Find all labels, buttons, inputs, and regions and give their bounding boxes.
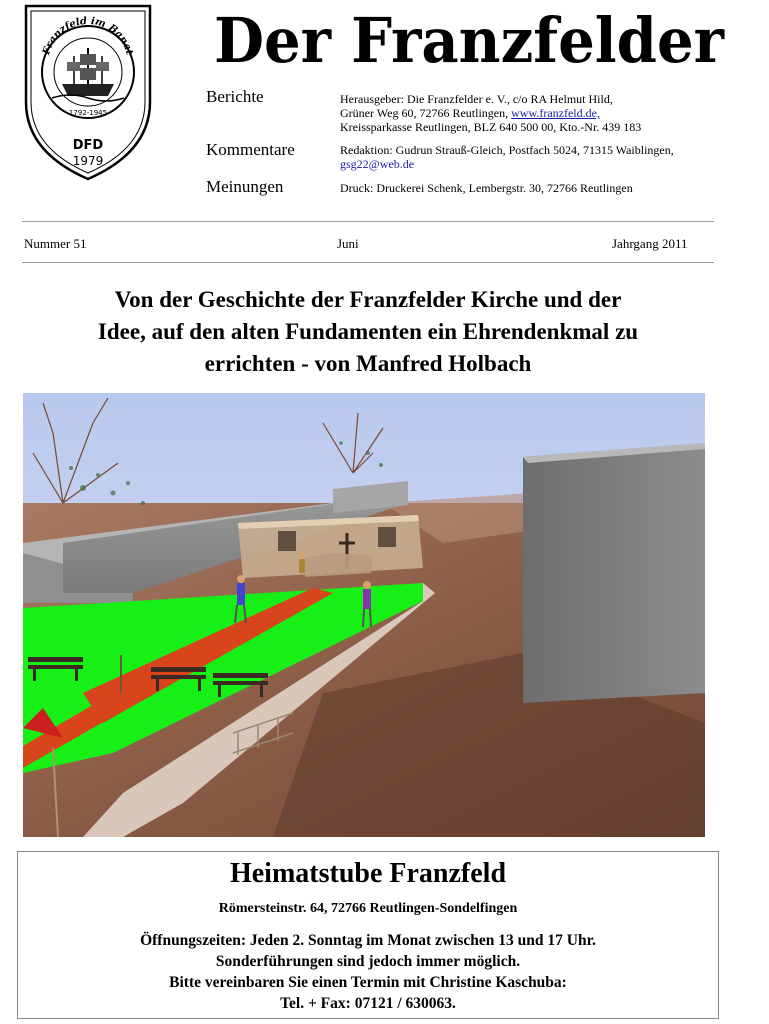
- publisher-line: Herausgeber: Die Franzfelder e. V., c/o RA Helmut Hild,: [340, 92, 613, 106]
- masthead-title-text: Der Franzfelder: [214, 4, 726, 74]
- box-address: Römersteinstr. 64, 72766 Reutlingen-Sondelfingen: [218, 901, 518, 916]
- masthead-title: [210, 0, 730, 74]
- article-headline: [22, 284, 714, 380]
- issue-year: Jahrgang 2011: [612, 236, 688, 251]
- section-label-kommentare: Kommentare: [206, 140, 295, 159]
- headline-line: errichten - von Manfred Holbach: [204, 351, 532, 376]
- website-link[interactable]: www.franzfeld.de,: [511, 106, 600, 120]
- publisher-address: Grüner Weg 60, 72766 Reutlingen,: [340, 106, 512, 120]
- phone-fax: Tel. + Fax: 07121 / 630063.: [280, 995, 456, 1012]
- issue-divider: [22, 262, 714, 263]
- print-info: Druck: Druckerei Schenk, Lembergstr. 30, 72766 Reutlingen: [340, 181, 633, 195]
- headline-line: Von der Geschichte der Franzfelder Kirche und der: [114, 287, 622, 312]
- logo-arc-text: Franzfeld im Banat: [41, 15, 135, 57]
- editorial-email-link[interactable]: gsg22@web.de: [340, 157, 415, 171]
- section-label-meinungen: Meinungen: [206, 177, 284, 196]
- headline-line: Idee, auf den alten Fundamenten ein Ehrendenkmal zu: [97, 319, 639, 344]
- memorial-3d-rendering: [23, 393, 705, 837]
- publisher-info: [340, 92, 641, 134]
- heimatstube-info-box: [17, 851, 719, 1019]
- logo-years: 1792-1945: [68, 109, 108, 117]
- publisher-address-line: [340, 106, 641, 120]
- issue-month: Juni: [337, 236, 359, 251]
- logo-founded: 1979: [72, 154, 104, 168]
- special-tours: Sonderführungen sind jedoch immer möglich.: [215, 953, 521, 970]
- editorial-line: Redaktion: Gudrun Strauß-Gleich, Postfach 5024, 71315 Waiblingen,: [340, 143, 674, 157]
- memorial-wall: [238, 515, 423, 578]
- person-figure: [299, 552, 305, 573]
- franzfeld-crest-logo: [22, 2, 154, 182]
- bank-line: Kreissparkasse Reutlingen, BLZ 640 500 00, Kto.-Nr. 439 183: [340, 120, 642, 134]
- top-divider: [22, 221, 714, 222]
- logo-org: DFD: [72, 138, 104, 153]
- box-title: Heimatstube Franzfeld: [229, 858, 507, 889]
- editorial-info: [340, 143, 674, 171]
- issue-number: Nummer 51: [24, 236, 87, 251]
- opening-hours: Öffnungszeiten: Jeden 2. Sonntag im Monat zwischen 13 und 17 Uhr.: [140, 932, 596, 949]
- appointment-note: Bitte vereinbaren Sie einen Termin mit Christine Kaschuba:: [169, 974, 567, 991]
- section-label-berichte: Berichte: [206, 87, 264, 106]
